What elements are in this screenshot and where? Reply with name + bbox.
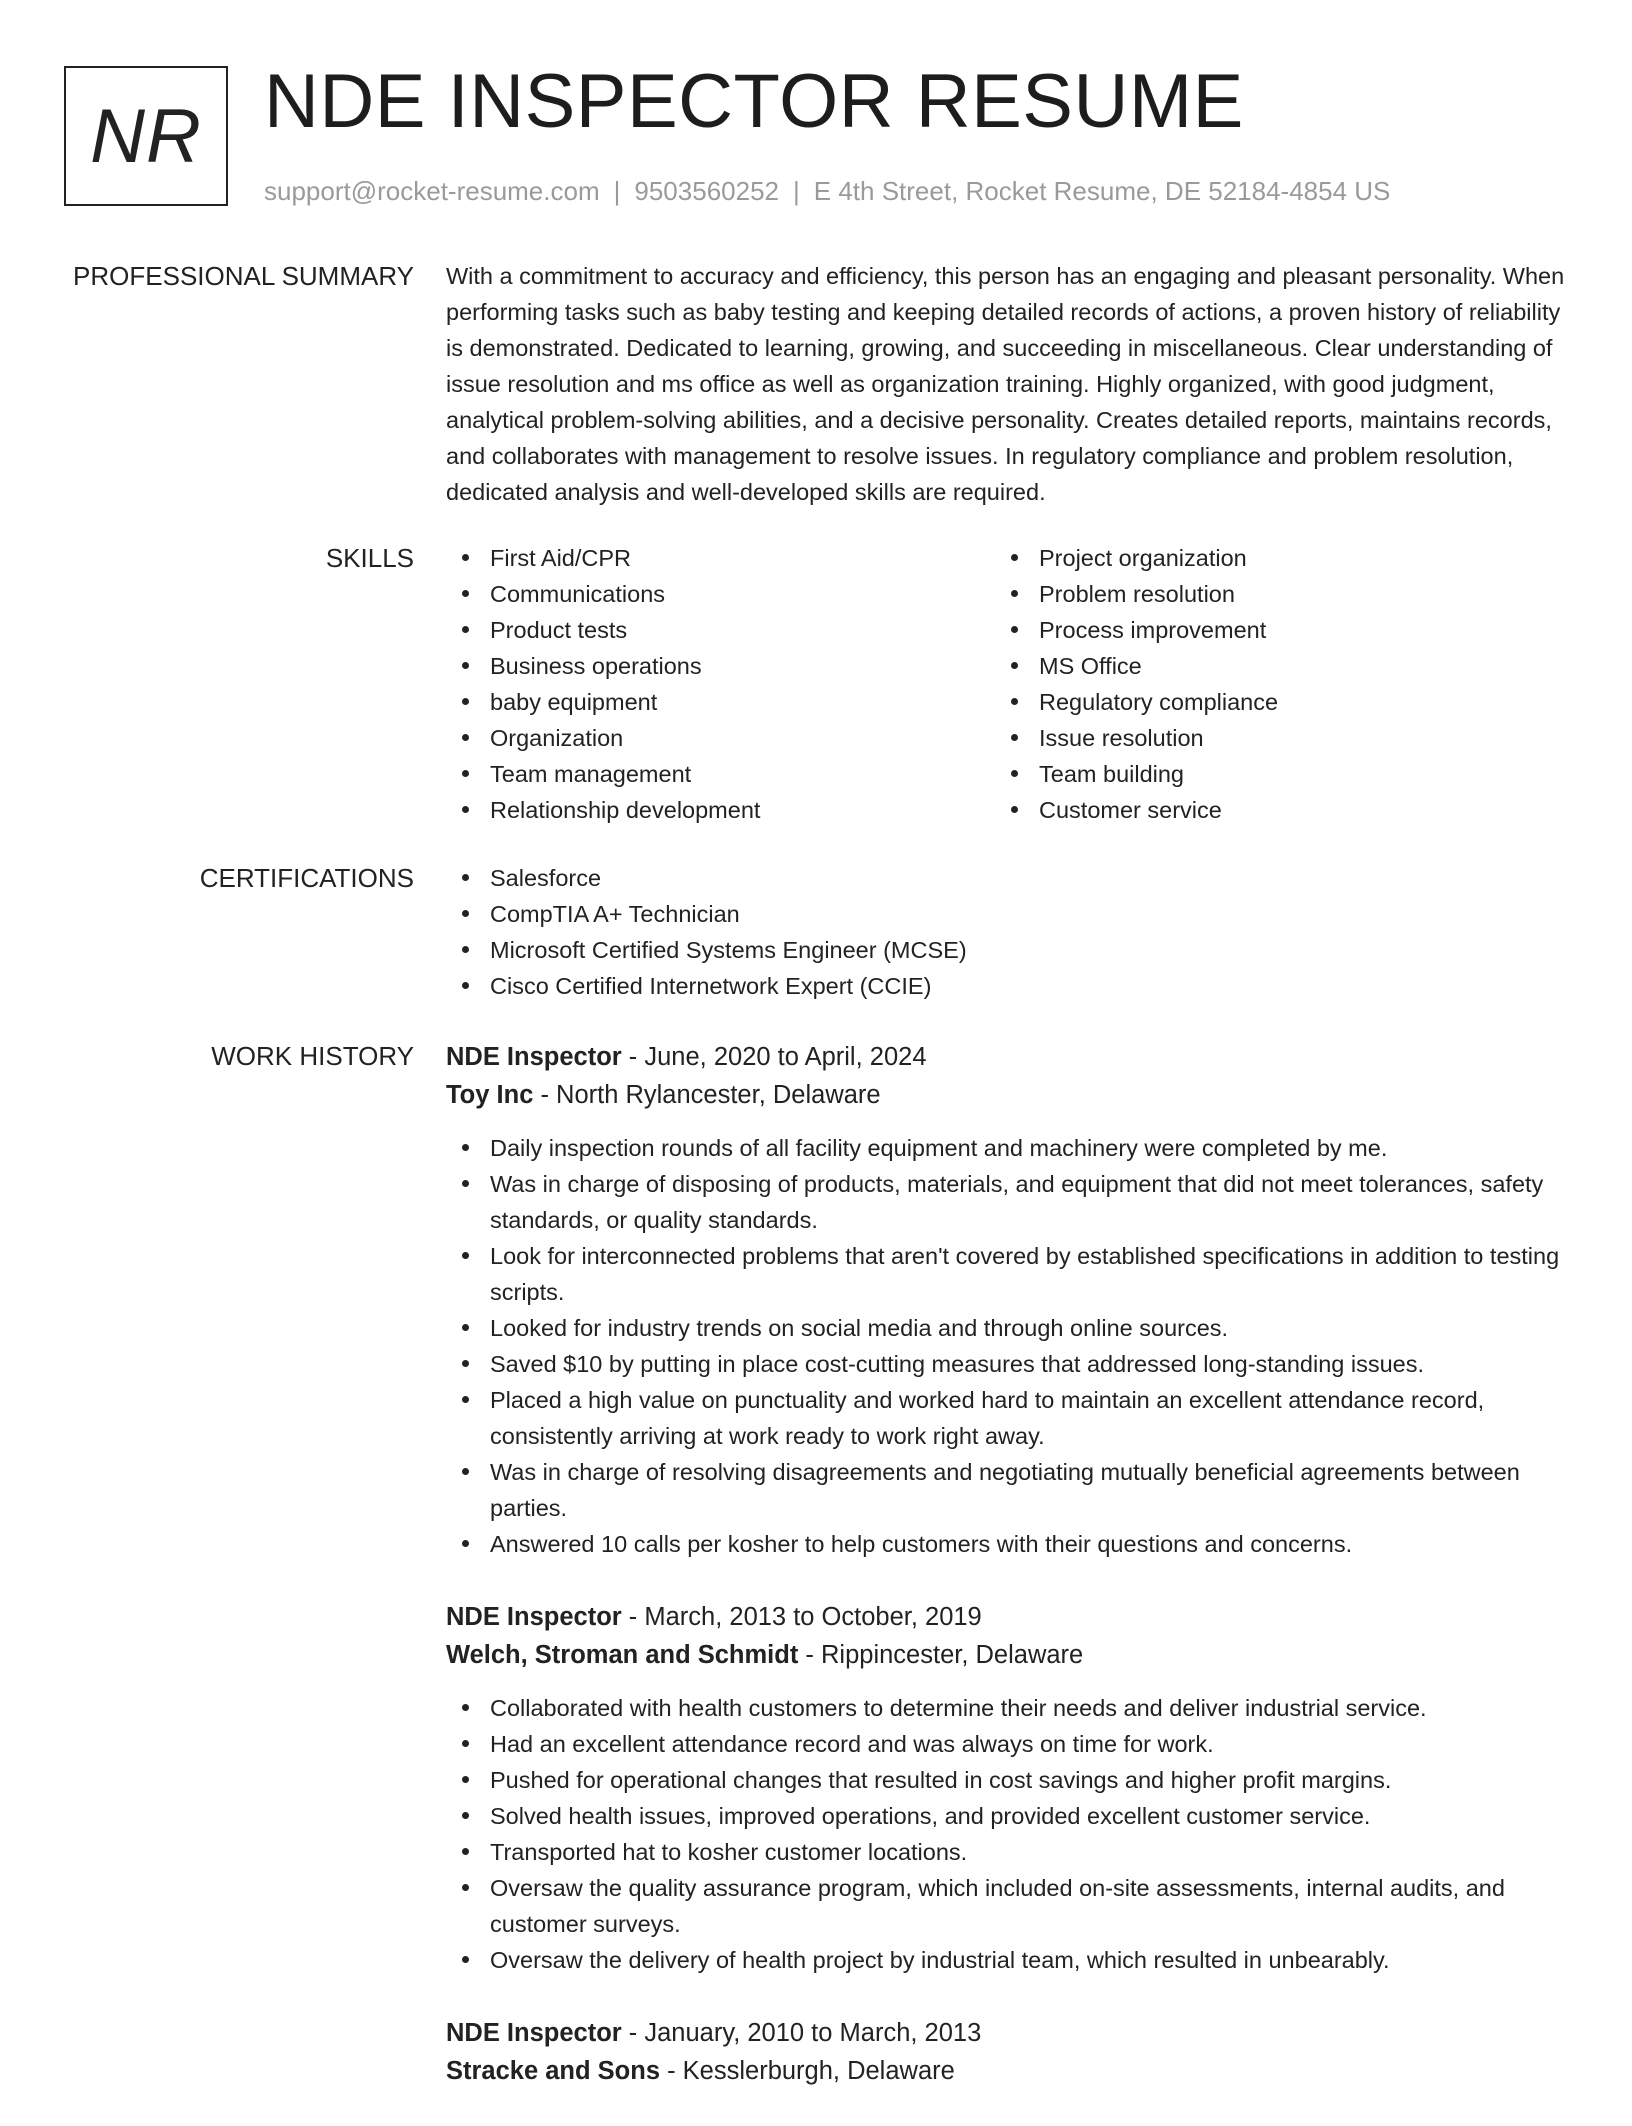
skill-item: First Aid/CPR xyxy=(446,540,995,576)
job-title-line xyxy=(446,1038,1566,1076)
contact-separator: | xyxy=(613,176,621,206)
certification-item: CompTIA A+ Technician xyxy=(446,896,1566,932)
job-bullet: Transported hat to kosher customer locations. xyxy=(446,1834,1566,1870)
contact-separator: | xyxy=(793,176,800,206)
job-company-line xyxy=(446,1636,1566,1674)
skill-item: baby equipment xyxy=(446,684,995,720)
job-dates: - March, 2013 to October, 2019 xyxy=(621,1603,982,1631)
section-label-certifications: CERTIFICATIONS xyxy=(199,863,414,893)
resume-title: NDE INSPECTOR RESUME xyxy=(264,59,1244,144)
job-bullet: Pushed for operational changes that resulted in cost savings and higher profit margins. xyxy=(446,1762,1566,1798)
contact-email: support@rocket-resume.com xyxy=(264,176,600,206)
skill-item: Team management xyxy=(446,756,995,792)
job-bullet: Looked for industry trends on social media and through online sources. xyxy=(446,1310,1566,1346)
job-bullet: Saved $10 by putting in place cost-cutting measures that addressed long-standing issues. xyxy=(446,1346,1566,1382)
skills-list-left xyxy=(446,540,995,828)
skill-item: Team building xyxy=(995,756,1544,792)
job-location: - Kesslerburgh, Delaware xyxy=(660,2057,955,2085)
job-bullet: Daily inspection rounds of all facility equipment and machinery were completed by me. xyxy=(446,1130,1566,1166)
job-company: Welch, Stroman and Schmidt xyxy=(446,1641,799,1669)
summary-text: With a commitment to accuracy and efficiency, this person has an engaging and pleasant personality. When performing tasks such as baby testing and keeping detailed records of actions, a proven history of reliability is demonstrated. Dedicated to learning, growing, and succeeding in miscellaneous. Clear understanding of issue resolution and ms office as well as organization training. Highly organized, with good judgment, analytical problem-solving abilities, and a decisive personality. Creates detailed reports, maintains records, and collaborates with management to resolve issues. In regulatory compliance and problem resolution, dedicated analysis and well-developed skills are required. xyxy=(446,263,1565,505)
job-bullet: Was in charge of disposing of products, materials, and equipment that did not meet tolerances, safety standards, or quality standards. xyxy=(446,1166,1566,1238)
job-entry xyxy=(446,2014,1566,2090)
job-company: Toy Inc xyxy=(446,1081,534,1109)
skill-item: Problem resolution xyxy=(995,576,1544,612)
job-bullet: Was in charge of resolving disagreements and negotiating mutually beneficial agreements between parties. xyxy=(446,1454,1566,1526)
job-company-line xyxy=(446,2052,1566,2090)
skill-item: Communications xyxy=(446,576,995,612)
job-title: NDE Inspector xyxy=(446,1603,622,1631)
job-bullet: Oversaw the delivery of health project by industrial team, which resulted in unbearably. xyxy=(446,1942,1566,1978)
certification-item: Microsoft Certified Systems Engineer (MCSE) xyxy=(446,932,1566,968)
job-bullet: Solved health issues, improved operations, and provided excellent customer service. xyxy=(446,1798,1566,1834)
skill-item: Issue resolution xyxy=(995,720,1544,756)
job-bullet: Collaborated with health customers to determine their needs and deliver industrial service. xyxy=(446,1690,1566,1726)
skills-list-right xyxy=(995,540,1544,828)
skill-item: Product tests xyxy=(446,612,995,648)
certification-item: Cisco Certified Internetwork Expert (CCIE) xyxy=(446,968,1566,1004)
skill-item: Project organization xyxy=(995,540,1544,576)
job-location: - Rippincester, Delaware xyxy=(798,1641,1084,1669)
job-bullet: Had an excellent attendance record and was always on time for work. xyxy=(446,1726,1566,1762)
job-bullets xyxy=(446,1130,1566,1562)
job-bullet: Oversaw the quality assurance program, which included on-site assessments, internal audits, and customer surveys. xyxy=(446,1870,1566,1942)
monogram-logo: NR xyxy=(64,66,228,206)
job-dates: - January, 2010 to March, 2013 xyxy=(621,2019,982,2047)
job-bullet: Look for interconnected problems that aren't covered by established specifications in addition to testing scripts. xyxy=(446,1238,1566,1310)
certifications-list xyxy=(446,860,1566,1004)
job-company-line xyxy=(446,1076,1566,1114)
skill-item: Business operations xyxy=(446,648,995,684)
job-entry xyxy=(446,1038,1566,1562)
job-bullets xyxy=(446,1690,1566,1978)
job-bullet: Placed a high value on punctuality and worked hard to maintain an excellent attendance record, consistently arriving at work ready to work right away. xyxy=(446,1382,1566,1454)
skill-item: Relationship development xyxy=(446,792,995,828)
skill-item: Process improvement xyxy=(995,612,1544,648)
job-entry xyxy=(446,1598,1566,1978)
skill-item: Regulatory compliance xyxy=(995,684,1544,720)
job-dates: - June, 2020 to April, 2024 xyxy=(621,1043,927,1071)
job-bullet: Answered 10 calls per kosher to help customers with their questions and concerns. xyxy=(446,1526,1566,1562)
skill-item: MS Office xyxy=(995,648,1544,684)
section-label-skills: SKILLS xyxy=(325,543,414,573)
skill-item: Customer service xyxy=(995,792,1544,828)
certification-item: Salesforce xyxy=(446,860,1566,896)
job-company: Stracke and Sons xyxy=(446,2057,660,2085)
section-label-work-history: WORK HISTORY xyxy=(211,1041,414,1071)
skill-item: Organization xyxy=(446,720,995,756)
job-title: NDE Inspector xyxy=(446,1043,622,1071)
job-title-line xyxy=(446,2014,1566,2052)
contact-line xyxy=(264,174,1390,208)
job-location: - North Rylancester, Delaware xyxy=(533,1081,881,1109)
job-title: NDE Inspector xyxy=(446,2019,622,2047)
contact-phone: 9503560252 xyxy=(634,176,779,206)
job-title-line xyxy=(446,1598,1566,1636)
contact-address: E 4th Street, Rocket Resume, DE 52184-4854 US xyxy=(813,176,1391,206)
section-label-summary: PROFESSIONAL SUMMARY xyxy=(73,261,414,291)
